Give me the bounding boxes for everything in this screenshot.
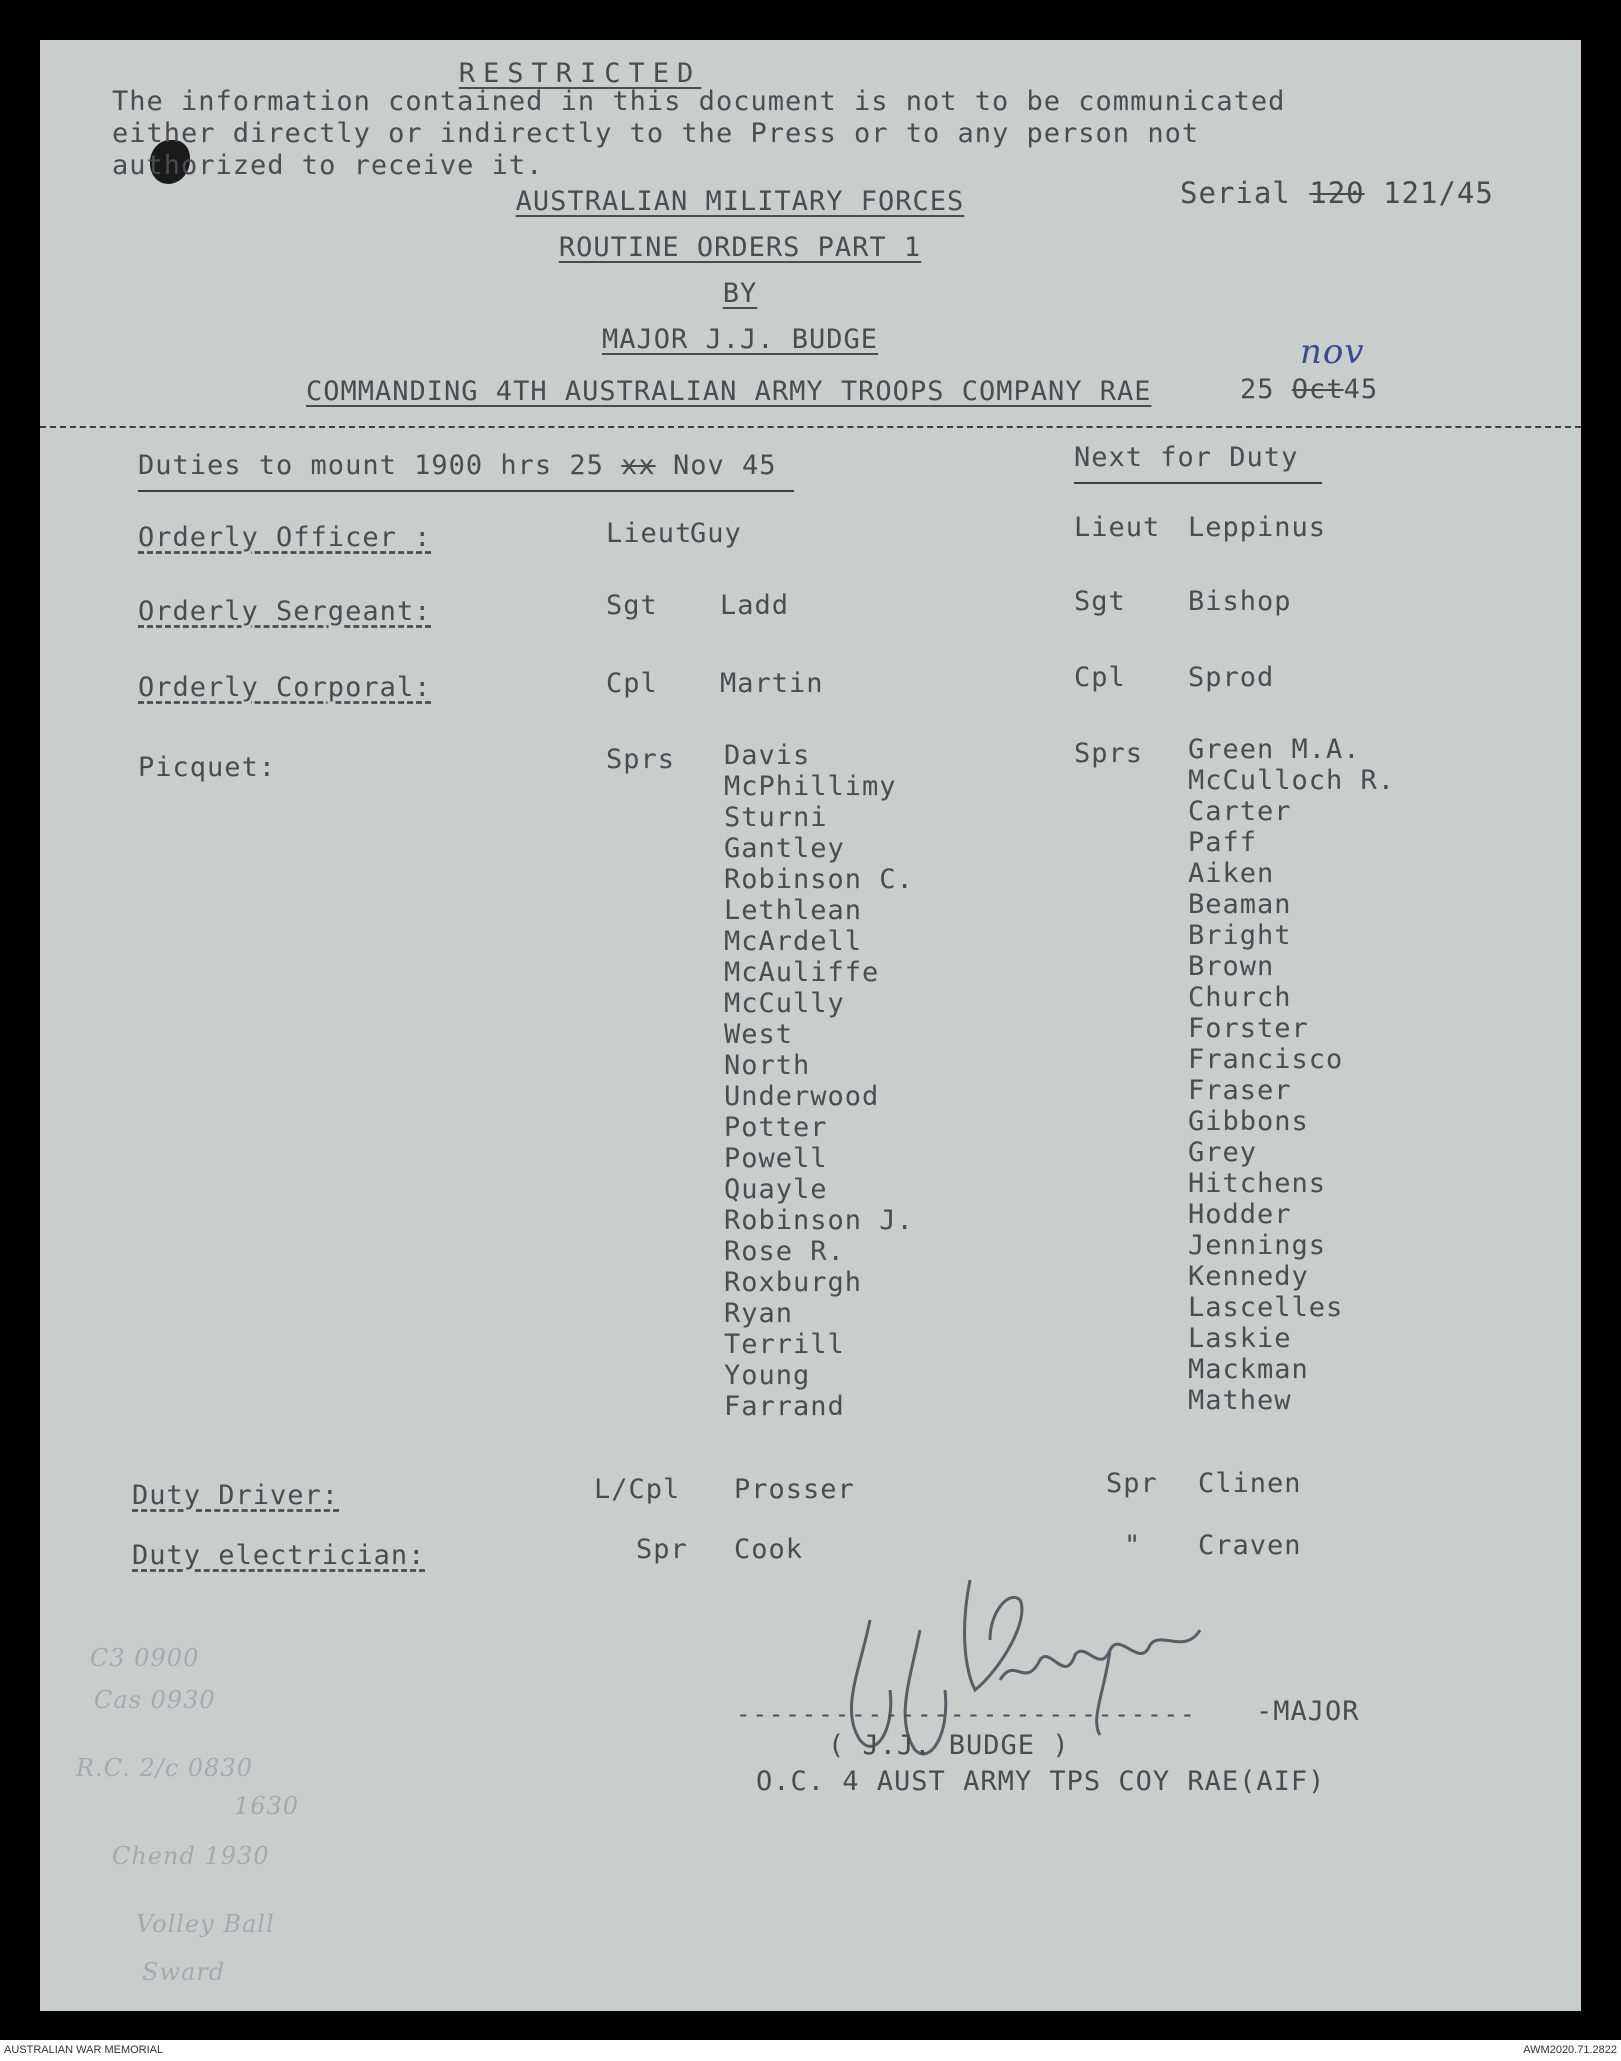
list-item: McCulloch R. xyxy=(1188,765,1396,796)
pencil-note-1: C3 0900 xyxy=(90,1644,200,1672)
pencil-note-4: 1630 xyxy=(234,1792,300,1820)
notice-line-2: either directly or indirectly to the Press or to any person not xyxy=(112,118,1200,149)
next-duty-heading-underline xyxy=(1074,482,1322,484)
pencil-note-3: R.C. 2/c 0830 xyxy=(76,1754,253,1782)
next-orderly-sergeant-name: Bishop xyxy=(1188,586,1292,617)
list-item: Brown xyxy=(1188,951,1275,982)
list-item: McAuliffe xyxy=(724,957,880,988)
signature-dash-line: ---------------------------- xyxy=(736,1700,1197,1728)
duties-heading: Duties to mount 1900 hrs 25 xx Nov 45 xyxy=(138,450,777,481)
restricted-heading: RESTRICTED xyxy=(458,58,702,89)
list-item: Bright xyxy=(1188,920,1292,951)
pencil-note-2: Cas 0930 xyxy=(94,1686,216,1714)
list-item: Potter xyxy=(724,1112,828,1143)
picquet-label: Picquet: xyxy=(138,752,277,783)
list-item: Fraser xyxy=(1188,1075,1292,1106)
list-item: Carter xyxy=(1188,796,1292,827)
footer-archive-name: AUSTRALIAN WAR MEMORIAL xyxy=(4,2044,164,2056)
list-item: North xyxy=(724,1050,811,1081)
issuing-officer: MAJOR J.J. BUDGE xyxy=(601,324,879,355)
next-duty-electrician-rank: " xyxy=(1124,1530,1142,1561)
list-item: McCully xyxy=(724,988,845,1019)
next-picquet-list xyxy=(1188,734,1395,1416)
footer-archive-id: AWM2020.71.2822 xyxy=(1523,2044,1617,2056)
document-page xyxy=(40,40,1581,2011)
header-divider xyxy=(40,426,1581,428)
list-item: Lascelles xyxy=(1188,1292,1344,1323)
next-picquet-rank: Sprs xyxy=(1074,738,1144,769)
list-item: Hodder xyxy=(1188,1199,1292,1230)
list-item: Roxburgh xyxy=(724,1267,863,1298)
next-duty-heading: Next for Duty xyxy=(1074,442,1299,473)
unit-command: COMMANDING 4TH AUSTRALIAN ARMY TROOPS COMPANY RAE xyxy=(306,376,1152,407)
document-subtitle: ROUTINE ORDERS PART 1 xyxy=(558,232,922,263)
orderly-officer-rank: Lieut xyxy=(606,518,693,549)
next-duty-driver-name: Clinen xyxy=(1198,1468,1302,1499)
next-duty-electrician-name: Craven xyxy=(1198,1530,1302,1561)
list-item: Francisco xyxy=(1188,1044,1344,1075)
list-item: Gantley xyxy=(724,833,845,864)
list-item: Davis xyxy=(724,740,811,771)
pencil-note-6: Volley Ball xyxy=(136,1910,275,1938)
next-duty-driver-rank: Spr xyxy=(1106,1468,1158,1499)
signature-rank: -MAJOR xyxy=(1256,1696,1360,1727)
list-item: Mathew xyxy=(1188,1385,1292,1416)
list-item: Farrand xyxy=(724,1391,845,1422)
duty-electrician-name: Cook xyxy=(734,1534,804,1565)
picquet-rank: Sprs xyxy=(606,744,676,775)
picquet-list xyxy=(724,740,914,1422)
pencil-note-5: Chend 1930 xyxy=(112,1842,270,1870)
list-item: McPhillimy xyxy=(724,771,897,802)
next-orderly-officer-rank: Lieut xyxy=(1074,512,1161,543)
list-item: Kennedy xyxy=(1188,1261,1309,1292)
orderly-officer-name: Guy xyxy=(690,518,742,549)
orderly-officer-label: Orderly Officer : xyxy=(138,522,432,553)
list-item: Church xyxy=(1188,982,1292,1013)
pencil-note-7: Sward xyxy=(142,1958,226,1986)
list-item: Ryan xyxy=(724,1298,794,1329)
list-item: Lethlean xyxy=(724,895,863,926)
list-item: Quayle xyxy=(724,1174,828,1205)
orderly-corporal-label: Orderly Corporal: xyxy=(138,672,432,703)
list-item: Robinson C. xyxy=(724,864,914,895)
list-item: Forster xyxy=(1188,1013,1309,1044)
list-item: Jennings xyxy=(1188,1230,1327,1261)
list-item: Green M.A. xyxy=(1188,734,1361,765)
by-line: BY xyxy=(722,278,758,309)
list-item: Powell xyxy=(724,1143,828,1174)
next-orderly-sergeant-rank: Sgt xyxy=(1074,586,1126,617)
list-item: Rose R. xyxy=(724,1236,845,1267)
orderly-sergeant-rank: Sgt xyxy=(606,590,658,621)
serial-number: Serial 120 121/45 xyxy=(1180,176,1494,210)
list-item: Beaman xyxy=(1188,889,1292,920)
duty-electrician-label: Duty electrician: xyxy=(132,1540,426,1571)
list-item: McArdell xyxy=(724,926,863,957)
notice-line-3: authorized to receive it. xyxy=(112,150,544,181)
list-item: Paff xyxy=(1188,827,1258,858)
order-date: 25 Oct45 xyxy=(1240,374,1379,405)
list-item: Laskie xyxy=(1188,1323,1292,1354)
orderly-sergeant-name: Ladd xyxy=(720,590,790,621)
duty-driver-name: Prosser xyxy=(734,1474,855,1505)
list-item: Sturni xyxy=(724,802,828,833)
list-item: Gibbons xyxy=(1188,1106,1309,1137)
orderly-corporal-rank: Cpl xyxy=(606,668,658,699)
next-orderly-corporal-name: Sprod xyxy=(1188,662,1275,693)
list-item: Hitchens xyxy=(1188,1168,1327,1199)
list-item: West xyxy=(724,1019,794,1050)
signature-unit: O.C. 4 AUST ARMY TPS COY RAE(AIF) xyxy=(756,1766,1326,1797)
duty-electrician-rank: Spr xyxy=(636,1534,688,1565)
list-item: Grey xyxy=(1188,1137,1258,1168)
duties-heading-underline xyxy=(138,490,794,492)
duty-driver-label: Duty Driver: xyxy=(132,1480,340,1511)
duty-driver-rank: L/Cpl xyxy=(594,1474,681,1505)
list-item: Robinson J. xyxy=(724,1205,914,1236)
list-item: Young xyxy=(724,1360,811,1391)
list-item: Underwood xyxy=(724,1081,880,1112)
notice-line-1: The information contained in this document is not to be communicated xyxy=(112,86,1286,117)
orderly-sergeant-label: Orderly Sergeant: xyxy=(138,596,432,627)
list-item: Terrill xyxy=(724,1329,845,1360)
list-item: Mackman xyxy=(1188,1354,1309,1385)
orderly-corporal-name: Martin xyxy=(720,668,824,699)
list-item: Aiken xyxy=(1188,858,1275,889)
signature-name: ( J.J. BUDGE ) xyxy=(828,1730,1070,1761)
document-title: AUSTRALIAN MILITARY FORCES xyxy=(515,186,965,217)
next-orderly-officer-name: Leppinus xyxy=(1188,512,1327,543)
next-orderly-corporal-rank: Cpl xyxy=(1074,662,1126,693)
handwritten-month: nov xyxy=(1300,332,1365,372)
